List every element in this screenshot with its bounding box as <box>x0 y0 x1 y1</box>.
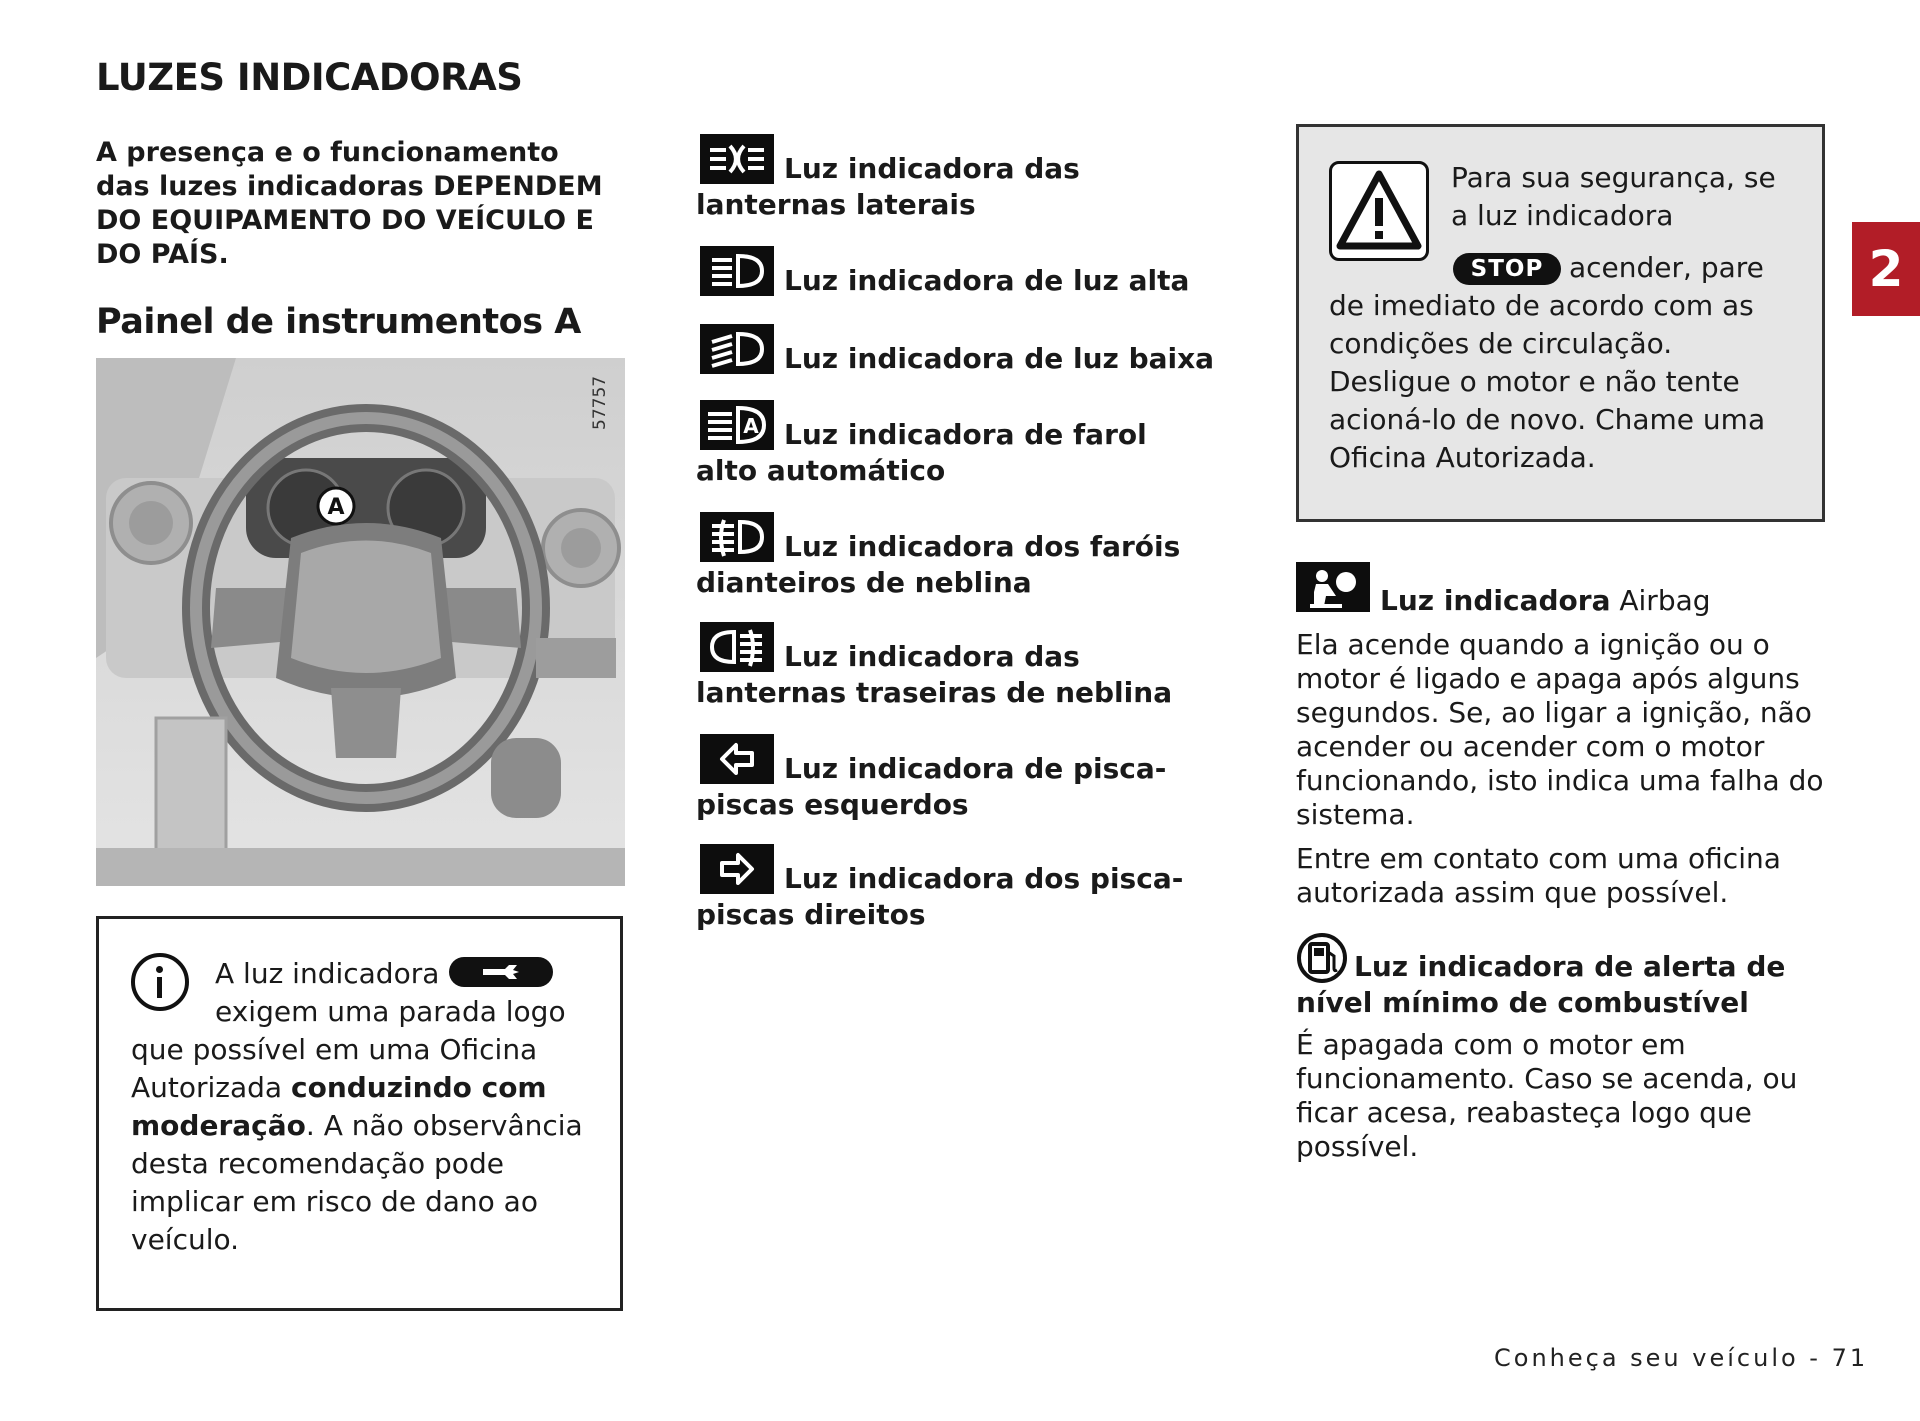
fuel-pump-icon <box>1296 932 1348 984</box>
warning-text: Para sua segurança, se a luz indicadora STOP acender, pare de imediato de acordo com as condições de circulação. Desligue o motor e não tente acioná-lo de novo. Chame uma Oficina Autorizada. <box>1329 161 1776 474</box>
high-beam-icon <box>700 246 774 296</box>
left-turn-icon <box>700 734 774 784</box>
side-lights-icon <box>700 134 774 184</box>
indicator-high-beam: Luz indicadora de luz alta <box>696 246 1216 299</box>
indicator-side-lights: Luz indicadora das lanternas laterais <box>696 134 1216 223</box>
intro-text: A presença e o funcionamento das luzes indicadoras DEPENDEM DO EQUIPAMENTO DO VEÍCULO E DO PAÍS. <box>96 137 603 270</box>
front-fog-icon <box>700 512 774 562</box>
indicator-low-beam: Luz indicadora de luz baixa <box>696 324 1216 377</box>
warning-box <box>1296 124 1825 522</box>
indicator-auto-high-beam: A Luz indicadora de farol alto automático <box>696 400 1216 489</box>
airbag-paragraph-1: Ela acende quando a ignição ou o motor é ligado e apaga após alguns segundos. Se, ao ligar a ignição, não acender ou acender com o motor funcionando, isto indica uma falha do sistema. <box>1296 628 1824 831</box>
section-tab[interactable]: 2 <box>1852 222 1920 316</box>
rear-fog-icon <box>700 622 774 672</box>
figure-reference: 57757 <box>590 375 610 430</box>
figure-callout: A <box>327 495 345 520</box>
fuel-heading: Luz indicadora de alerta de nível mínimo de combustível <box>1296 932 1836 1021</box>
svg-text:A: A <box>743 414 759 438</box>
page-title: LUZES INDICADORAS <box>96 56 523 99</box>
indicator-front-fog: Luz indicadora dos faróis dianteiros de neblina <box>696 512 1216 601</box>
low-beam-icon <box>700 324 774 374</box>
auto-high-beam-icon <box>700 400 774 450</box>
indicator-right-turn: Luz indicadora dos pisca-piscas direitos <box>696 844 1216 933</box>
airbag-icon <box>1296 562 1370 612</box>
indicator-left-turn: Luz indicadora de pisca-piscas esquerdos <box>696 734 1216 823</box>
wrench-icon <box>449 957 553 987</box>
page-footer: Conheça seu veículo - 71 <box>1494 1344 1869 1372</box>
right-turn-icon <box>700 844 774 894</box>
info-box <box>96 916 623 1311</box>
stop-icon: STOP <box>1453 253 1561 285</box>
info-text: A luz indicadora exigem uma parada logo que possível em uma Oficina Autorizada conduzindo com moderação. A não observância desta recomendação pode implicar em risco de dano ao veículo. <box>131 957 583 1256</box>
dashboard-illustration <box>96 358 625 886</box>
fuel-paragraph: É apagada com o motor em funcionamento. Caso se acenda, ou ficar acesa, reabasteça logo que possível. <box>1296 1028 1798 1163</box>
section-subtitle: Painel de instrumentos A <box>96 302 581 342</box>
airbag-paragraph-2: Entre em contato com uma oficina autorizada assim que possível. <box>1296 842 1781 909</box>
indicator-rear-fog: Luz indicadora das lanternas traseiras de neblina <box>696 622 1216 711</box>
airbag-heading: Luz indicadora Airbag <box>1296 562 1711 619</box>
